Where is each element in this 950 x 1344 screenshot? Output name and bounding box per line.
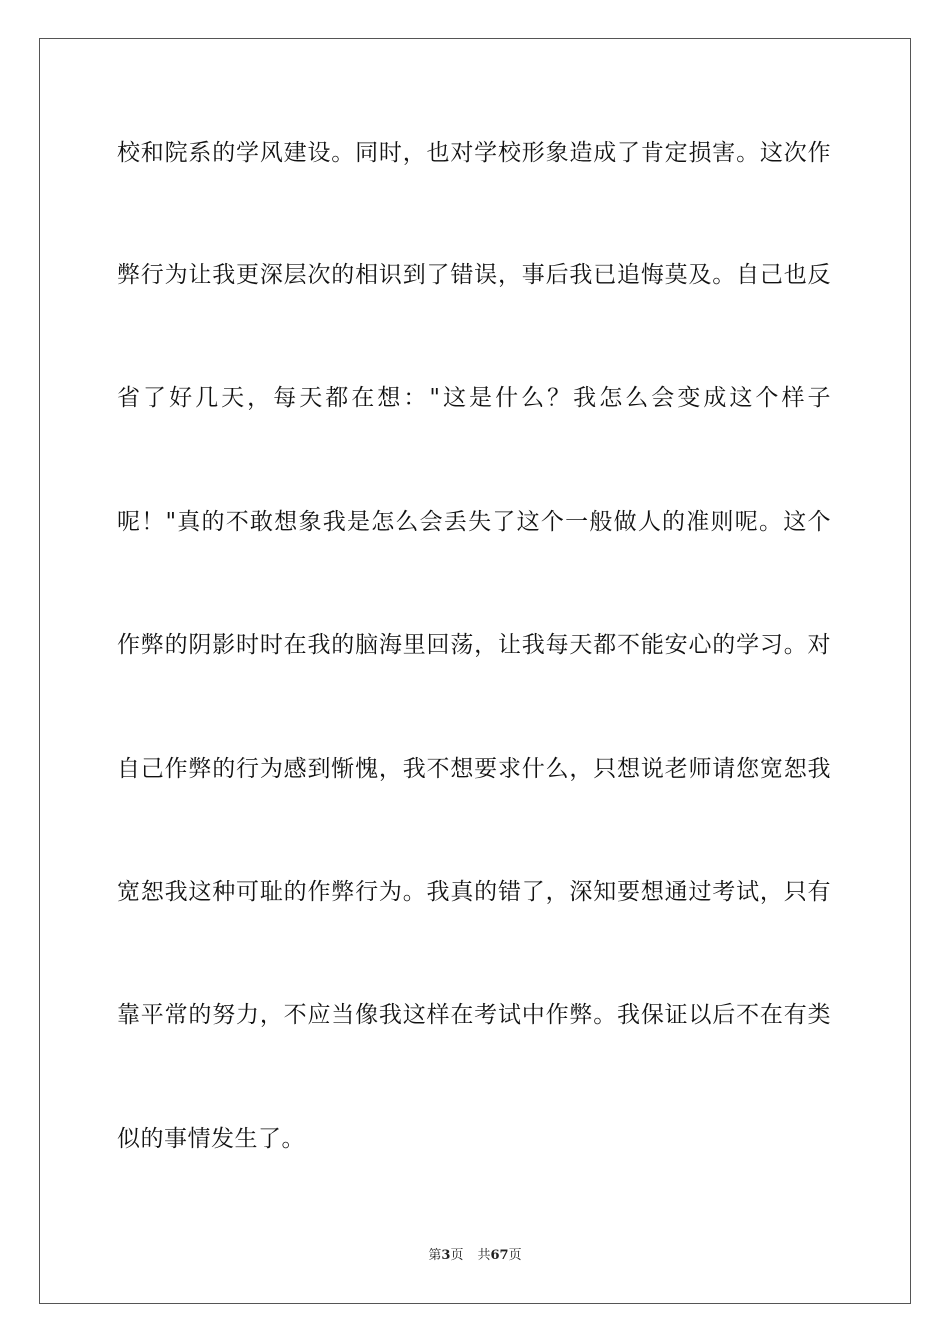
- page-prefix: 第: [428, 1248, 442, 1263]
- total-suffix: 页: [508, 1248, 522, 1263]
- body-text-line-1: 校和院系的学风建设。同时，也对学校形象造成了肯定损害。这次作: [117, 140, 831, 166]
- body-text-line-8: 靠平常的努力，不应当像我这样在考试中作弊。我保证以后不在有类: [117, 1002, 831, 1028]
- page-footer: [0, 1248, 950, 1264]
- page-number: 3: [441, 1248, 451, 1263]
- total-pages: 67: [490, 1248, 509, 1263]
- total-prefix: 共: [477, 1248, 491, 1263]
- page-border: [39, 38, 911, 1304]
- body-text-line-6: 自己作弊的行为感到惭愧，我不想要求什么，只想说老师请您宽恕我: [117, 756, 831, 782]
- page-suffix: 页: [450, 1248, 464, 1263]
- body-text-line-7: 宽恕我这种可耻的作弊行为。我真的错了，深知要想通过考试，只有: [117, 879, 831, 905]
- body-text-line-4: 呢！"真的不敢想象我是怎么会丢失了这个一般做人的准则呢。这个: [117, 509, 831, 535]
- body-text-line-9: 似的事情发生了。: [117, 1126, 305, 1152]
- body-text-line-5: 作弊的阴影时时在我的脑海里回荡，让我每天都不能安心的学习。对: [117, 632, 831, 658]
- body-text-line-3: 省了好几天，每天都在想："这是什么？我怎么会变成这个样子: [117, 385, 831, 411]
- body-text-line-2: 弊行为让我更深层次的相识到了错误，事后我已追悔莫及。自己也反: [117, 262, 831, 288]
